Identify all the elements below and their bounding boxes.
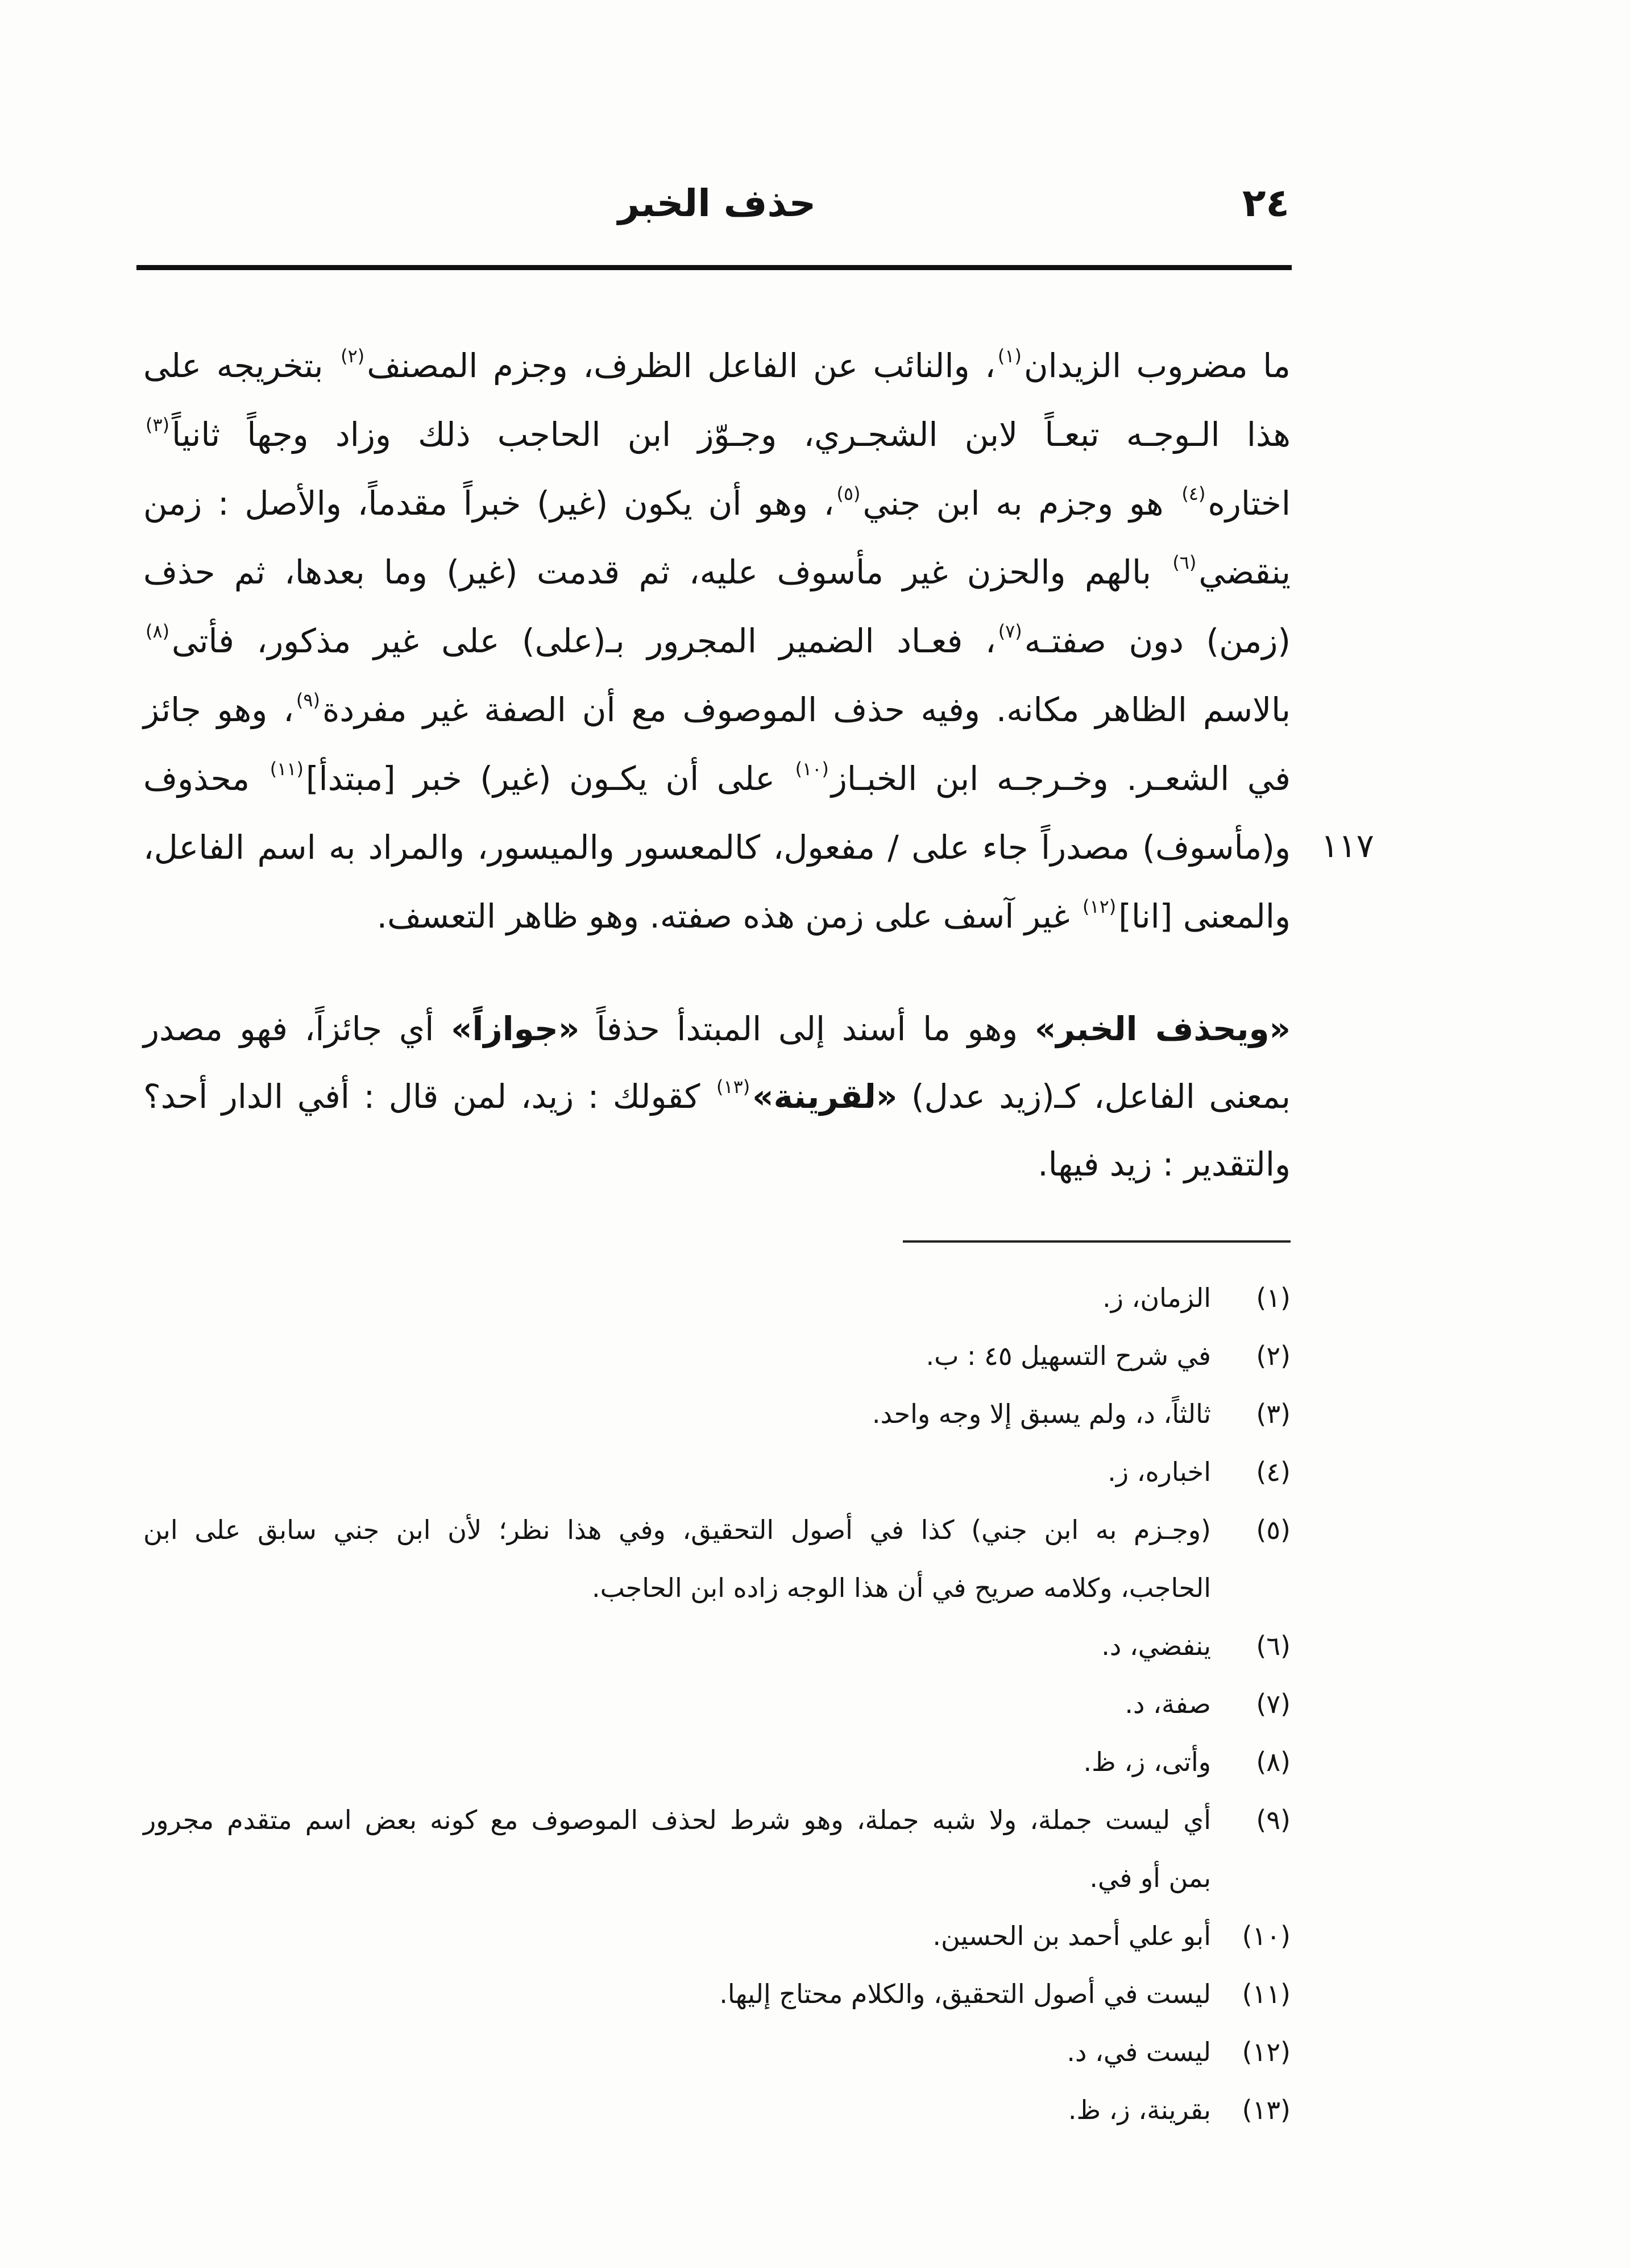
text-line bbox=[143, 744, 1291, 813]
footnote-number: (١١) bbox=[1242, 1979, 1291, 2009]
footnote-text: ينفضي، د. bbox=[1101, 1630, 1211, 1661]
text-run: ، وهو أن يكون (غير) خبراً مقدماً، والأصل : زمن bbox=[143, 484, 835, 523]
text-run: وهو ما أسند إلى المبتدأ حذفاً bbox=[579, 1009, 1035, 1048]
footnote-number: (٥) bbox=[1256, 1514, 1291, 1545]
footnote-text: ثالثاً، د، ولم يسبق إلا وجه واحد. bbox=[872, 1398, 1211, 1429]
footnote-text: بمن أو في. bbox=[1089, 1863, 1211, 1893]
footnote-line bbox=[143, 1443, 1291, 1501]
text-run: بالهم والحزن غير مأسوف عليه، ثم قدمت (غير) وما بعدها، ثم حذف bbox=[143, 553, 1171, 591]
footnote-number: (٨) bbox=[1256, 1746, 1291, 1777]
footnote-line bbox=[143, 1849, 1291, 1907]
footnote-reference: (١) bbox=[997, 345, 1022, 367]
footnote-number: (١٣) bbox=[1242, 2095, 1291, 2125]
text-line bbox=[143, 676, 1291, 744]
footnote-reference: (١٢) bbox=[1082, 896, 1117, 918]
text-run: هذا الـوجـه تبعـاً لابن الشجـري، وجـوّز ابن الحاجب ذلك وزاد وجهاً ثانياً bbox=[172, 415, 1291, 454]
footnote-text: اخباره، ز. bbox=[1108, 1456, 1211, 1487]
footnote-line bbox=[143, 1617, 1291, 1675]
text-run: اختاره bbox=[1208, 484, 1291, 523]
text-run: ، والنائب عن الفاعل الظرف، وجزم المصنف bbox=[367, 346, 996, 385]
footnote-number: (٦) bbox=[1256, 1630, 1291, 1661]
footnote-text: الحاجب، وكلامه صريح في أن هذا الوجه زاده ابن الحاجب. bbox=[592, 1572, 1211, 1603]
text-line bbox=[143, 400, 1291, 469]
footnote-line bbox=[143, 1269, 1291, 1327]
text-run: و(مأسوف) مصدراً جاء على / مفعول، كالمعسور والميسور، والمراد به اسم الفاعل، bbox=[143, 828, 1291, 867]
bold-text: «لقرينة» bbox=[752, 1077, 898, 1116]
text-line bbox=[143, 1063, 1291, 1131]
footnote-separator bbox=[903, 1240, 1291, 1243]
page-number: ٢٤ bbox=[1242, 181, 1289, 226]
body-paragraph-2 bbox=[143, 995, 1291, 1198]
header-rule bbox=[136, 265, 1292, 270]
footnote-text: ليست في، د. bbox=[1067, 2037, 1211, 2067]
text-run: والمعنى [انا] bbox=[1118, 897, 1291, 936]
footnote-line bbox=[143, 1965, 1291, 2023]
footnote-reference: (١١) bbox=[269, 758, 304, 780]
footnote-line bbox=[143, 1385, 1291, 1443]
footnote-reference: (٧) bbox=[998, 620, 1022, 643]
footnote-number: (١٢) bbox=[1242, 2037, 1291, 2067]
footnote-text: وأتى، ز، ظ. bbox=[1083, 1746, 1211, 1777]
text-run: (زمن) دون صفتـه bbox=[1024, 622, 1291, 660]
footnote-reference: (١٠) bbox=[795, 758, 829, 780]
footnote-line bbox=[143, 1559, 1291, 1617]
footnote-text: بقرينة، ز، ظ. bbox=[1068, 2095, 1211, 2125]
footnote-number: (١) bbox=[1256, 1282, 1291, 1313]
footnote-reference: (٤) bbox=[1181, 483, 1206, 505]
footnote-number: (٤) bbox=[1256, 1456, 1291, 1487]
text-run: والتقدير : زيد فيها. bbox=[1038, 1145, 1291, 1183]
text-run: كقولك : زيد، لمن قال : أفي الدار أحد؟ bbox=[143, 1077, 714, 1116]
footnote-number: (٩) bbox=[1256, 1805, 1291, 1835]
footnote-text: ليست في أصول التحقيق، والكلام محتاج إليها. bbox=[719, 1979, 1211, 2009]
text-run: على أن يكـون (غير) خبر [مبتدأ] bbox=[305, 759, 793, 798]
footnote-text: أبو علي أحمد بن الحسين. bbox=[932, 1921, 1211, 1951]
text-line bbox=[143, 813, 1291, 882]
text-line bbox=[143, 538, 1291, 607]
footnote-line bbox=[143, 1907, 1291, 1965]
footnote-line bbox=[143, 1327, 1291, 1385]
footnote-number: (٣) bbox=[1256, 1398, 1291, 1429]
text-run: هو وجزم به ابن جني bbox=[862, 484, 1180, 523]
footnote-line bbox=[143, 1733, 1291, 1791]
text-run: في الشعـر. وخـرجـه ابن الخبـاز bbox=[831, 759, 1291, 798]
text-run: ينقضي bbox=[1198, 553, 1291, 591]
text-run: بالاسم الظاهر مكانه. وفيه حذف الموصوف مع أن الصفة غير مفردة bbox=[322, 690, 1291, 729]
footnote-reference: (٢) bbox=[341, 345, 365, 367]
bold-text: «ويحذف الخبر» bbox=[1034, 1009, 1291, 1048]
text-line bbox=[143, 332, 1291, 400]
text-run: ، وهو جائز bbox=[143, 690, 294, 729]
text-run: ما مضروب الزيدان bbox=[1023, 346, 1291, 385]
footnote-text: الزمان، ز. bbox=[1102, 1282, 1211, 1313]
body-paragraph-1 bbox=[143, 332, 1291, 951]
text-run: ، فعـاد الضمير المجرور بـ(على) على غير مذكور، فأتى bbox=[172, 622, 996, 660]
footnote-text: في شرح التسهيل ٤٥ : ب. bbox=[926, 1340, 1211, 1371]
text-line bbox=[143, 995, 1291, 1063]
footnotes bbox=[143, 1269, 1291, 2139]
text-run: بتخريجه على bbox=[143, 346, 339, 385]
footnote-number: (٧) bbox=[1256, 1688, 1291, 1719]
text-run: محذوف bbox=[143, 759, 268, 798]
page-title: حذف الخبر bbox=[617, 181, 816, 225]
text-line bbox=[143, 469, 1291, 538]
footnote-number: (٢) bbox=[1256, 1340, 1291, 1371]
text-run: غير آسف على زمن هذه صفته. وهو ظاهر التعسف. bbox=[376, 897, 1081, 936]
footnote-line bbox=[143, 1675, 1291, 1733]
footnote-text: صفة، د. bbox=[1125, 1688, 1211, 1719]
footnote-reference: (٨) bbox=[146, 620, 170, 643]
text-run: بمعنى الفاعل، كـ(زيد عدل) bbox=[897, 1077, 1291, 1116]
footnote-text: أي ليست جملة، ولا شبه جملة، وهو شرط لحذف الموصوف مع كونه بعض اسم متقدم مجرور bbox=[143, 1805, 1211, 1835]
footnote-reference: (٥) bbox=[836, 483, 861, 505]
footnote-line bbox=[143, 2081, 1291, 2139]
footnote-line bbox=[143, 2023, 1291, 2081]
text-run: أي جائزاً، فهو مصدر bbox=[143, 1009, 451, 1048]
footnote-text: (وجـزم به ابن جني) كذا في أصول التحقيق، وفي هذا نظر؛ لأن ابن جني سابق على ابن bbox=[143, 1514, 1211, 1545]
footnote-line bbox=[143, 1791, 1291, 1849]
footnote-reference: (٣) bbox=[146, 414, 170, 436]
text-line bbox=[143, 882, 1291, 951]
text-line bbox=[143, 1131, 1291, 1198]
footnote-line bbox=[143, 1501, 1291, 1559]
footnote-reference: (٦) bbox=[1172, 552, 1197, 574]
margin-page-reference: ١١٧ bbox=[1321, 826, 1374, 865]
footnote-reference: (١٣) bbox=[716, 1076, 750, 1098]
bold-text: «جوازاً» bbox=[451, 1009, 580, 1048]
footnote-number: (١٠) bbox=[1242, 1921, 1291, 1951]
text-line bbox=[143, 607, 1291, 676]
footnote-reference: (٩) bbox=[296, 689, 320, 711]
